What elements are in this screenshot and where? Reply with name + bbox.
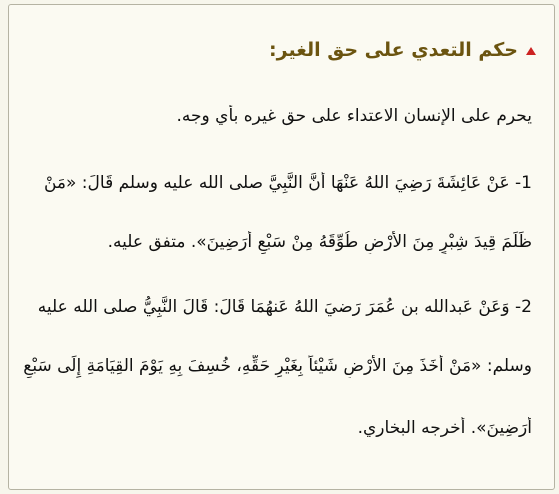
- hadith-2-line-1: 2- وَعَنْ عَبدالله بن عُمَرَ رَضيَ اللهُ عَنهُمَا قَالَ: قَالَ النَّبِيُّ صلى الله عليه: [37, 296, 532, 317]
- hadith-1-line-2: ظَلَمَ قِيدَ شِبْرٍ مِنَ الأَرْضِ طُوِّقَهُ مِنْ سَبْعِ أَرَضِينَ». متفق عليه.: [107, 231, 532, 252]
- content-frame: [8, 4, 555, 490]
- triangle-bullet-icon: [526, 47, 536, 55]
- hadith-2-line-2: وسلم: «مَنْ أَخَذَ مِنَ الأَرْضِ شَيْئاً بِغَيْرِ حَقِّهِ، خُسِفَ بِهِ يَوْمَ القِيَامَةِ إِلَى سَبْعِ: [23, 355, 532, 376]
- section-title: حكم التعدي على حق الغير:: [269, 39, 518, 61]
- content-body: [23, 105, 532, 440]
- section-heading: [269, 39, 536, 62]
- hadith-2-line-3: أَرَضِينَ». أخرجه البخاري.: [357, 417, 532, 438]
- intro-line: يحرم على الإنسان الاعتداء على حق غيره بأي وجه.: [176, 106, 532, 126]
- hadith-1-line-1: 1- عَنْ عَائِشَةَ رَضِيَ اللهُ عَنْهَا أَنَّ النَّبِيَّ صلى الله عليه وسلم قَالَ: «مَنْ: [43, 172, 532, 193]
